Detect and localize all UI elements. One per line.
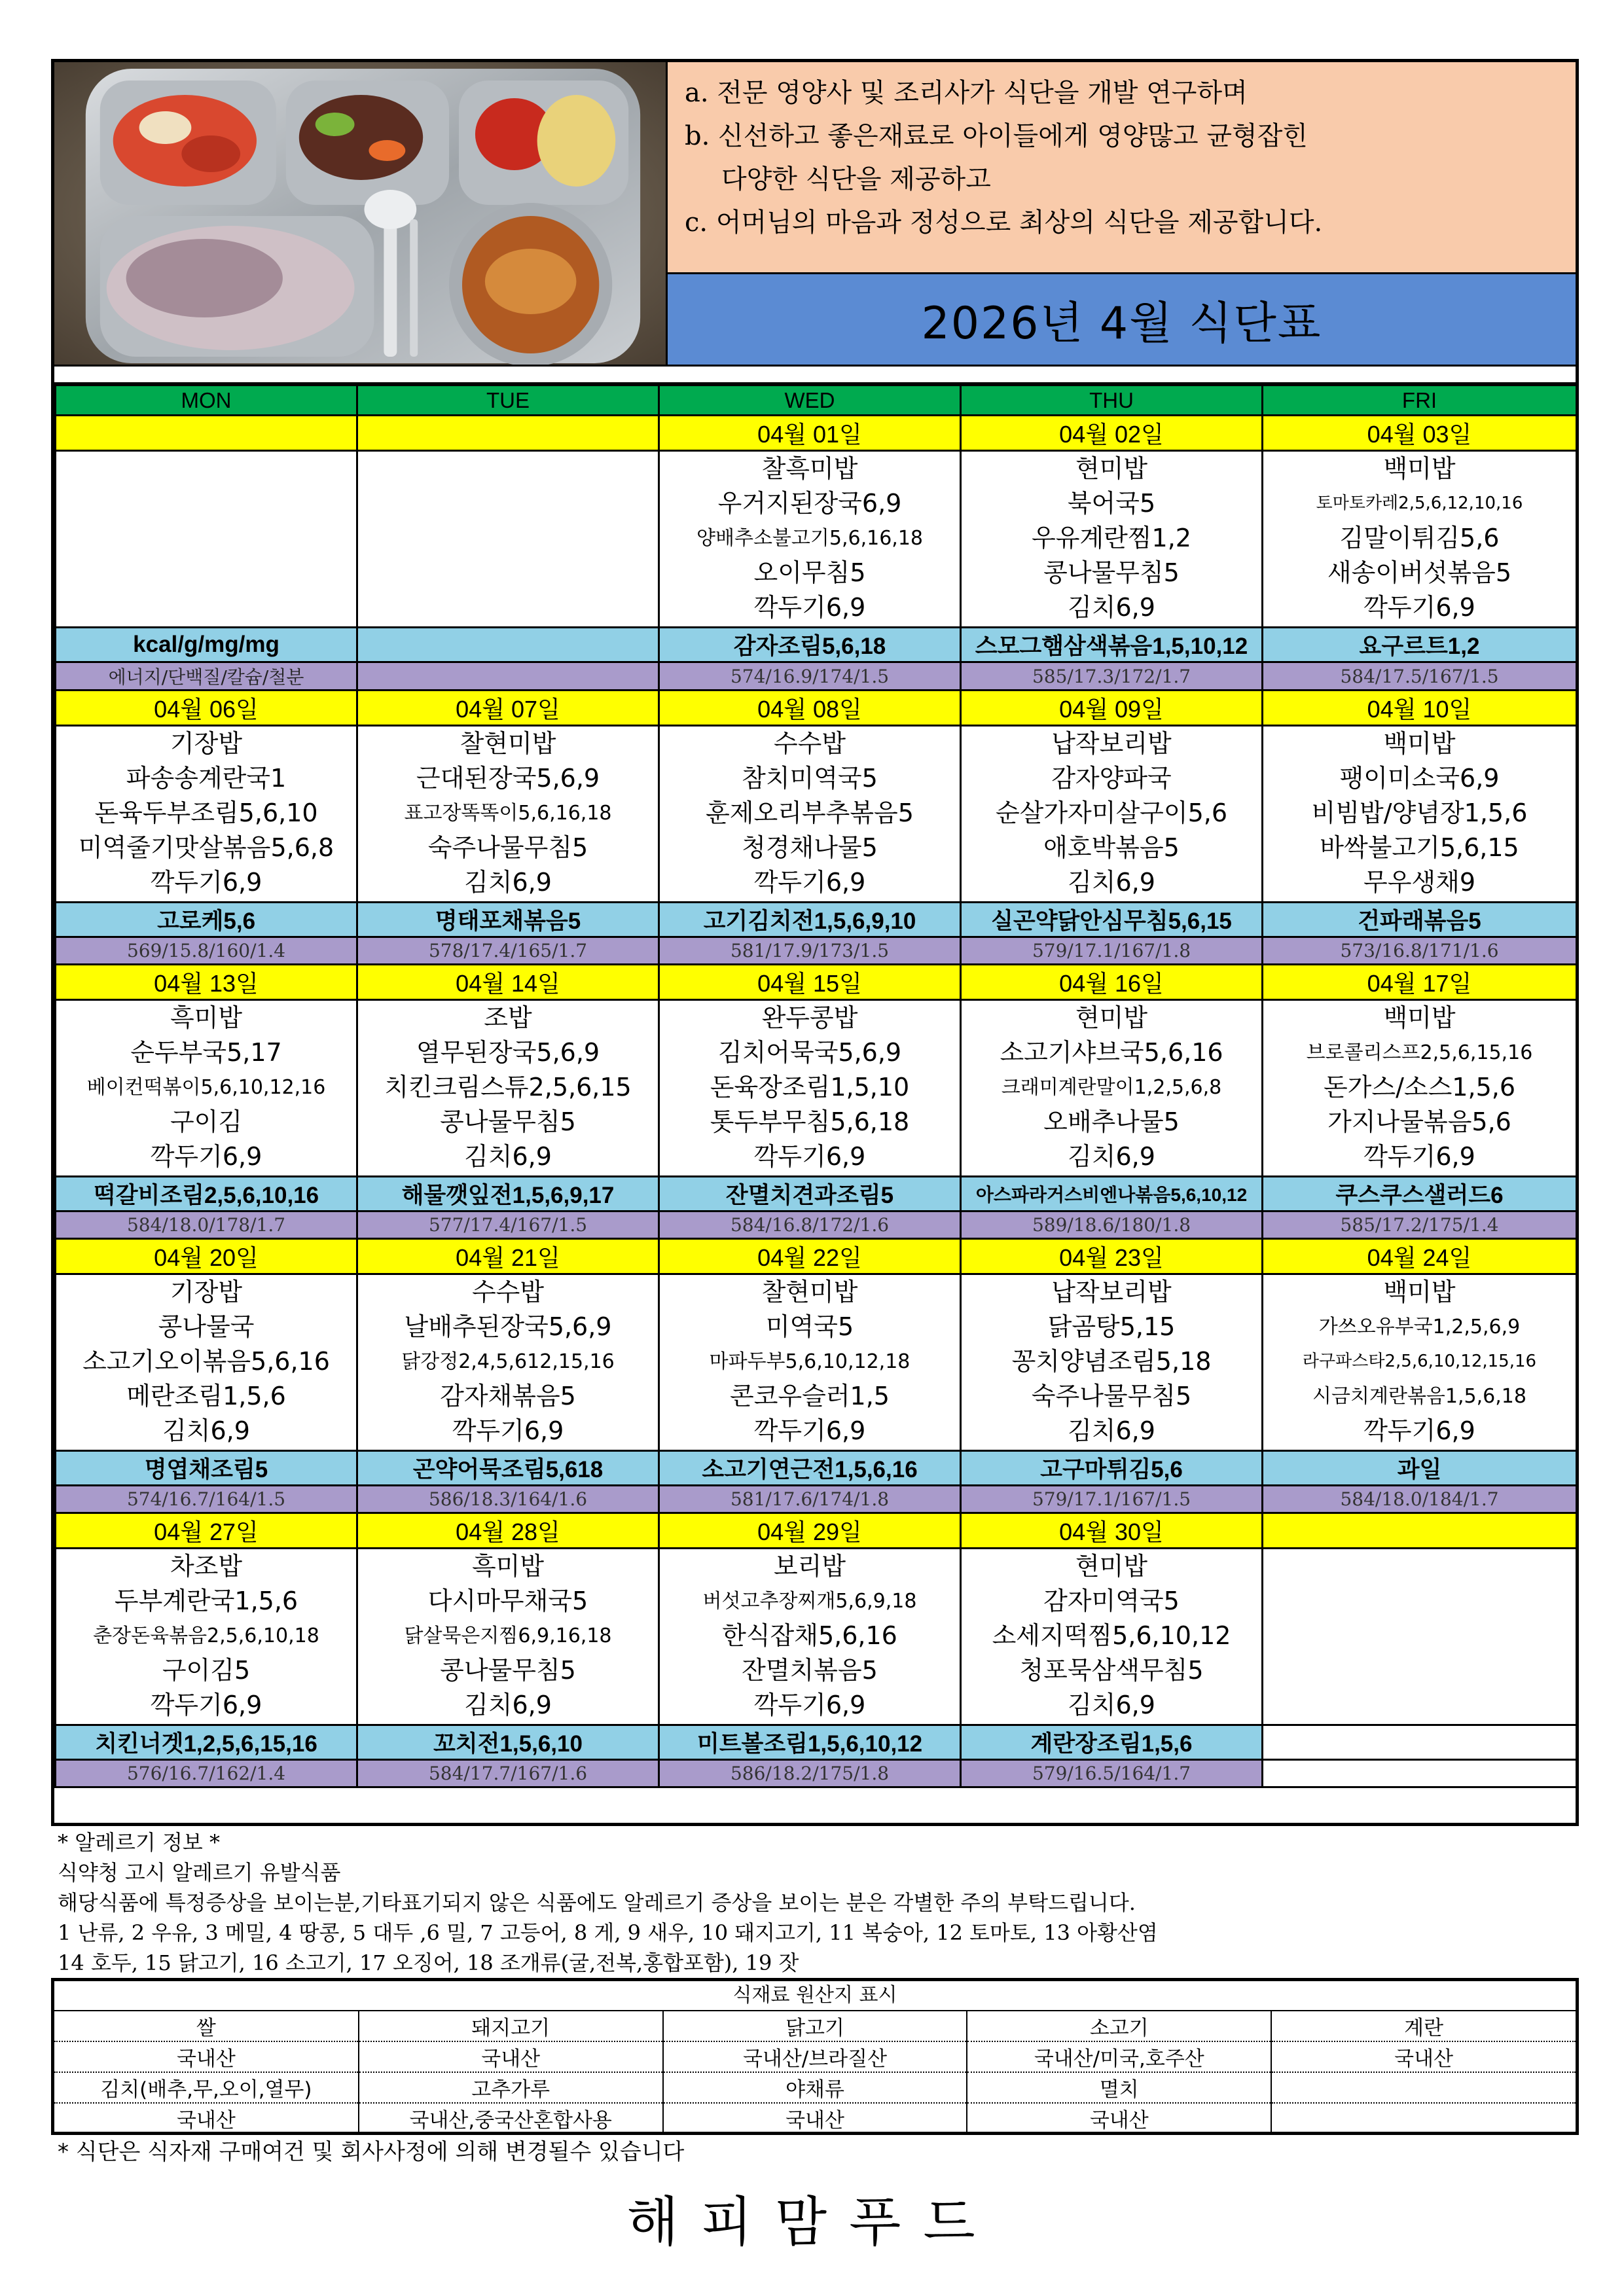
menu-item: 김치6,9 <box>162 1416 250 1445</box>
menu-item: 소고기샤브국5,6,16 <box>1000 1038 1223 1067</box>
menu-table <box>54 384 1578 1788</box>
menu-item: 토마토카레2,5,6,12,10,16 <box>1316 493 1523 513</box>
menu-item: 돈육장조림1,5,10 <box>710 1073 910 1102</box>
origin-cell: 멸치 <box>967 2072 1271 2103</box>
menu-item: 미역줄기맛살볶음5,6,8 <box>78 833 334 862</box>
menu-item: 숙주나물무침5 <box>1031 1382 1192 1410</box>
side-dish-cell: 요구르트1,2 <box>1263 628 1577 662</box>
origin-title: 식재료 원산지 표시 <box>54 1981 1576 2011</box>
side-dish-cell: 실곤약닭안심무침5,6,15 <box>961 903 1263 937</box>
date-cell: 04월 02일 <box>961 416 1263 451</box>
menu-item: 콩나물국 <box>158 1312 255 1341</box>
nutrition-cell: 586/18.2/175/1.8 <box>659 1760 961 1787</box>
date-row <box>56 691 1577 726</box>
nutrition-cell: 584/17.7/167/1.6 <box>357 1760 659 1787</box>
meal-cell <box>56 726 357 903</box>
menu-item: 깍두기6,9 <box>753 1691 866 1719</box>
meal-cell <box>659 1274 961 1451</box>
side-dish-cell: 건파래볶음5 <box>1263 903 1577 937</box>
weekday-thu: THU <box>961 386 1263 416</box>
date-row <box>56 965 1577 1000</box>
menu-item: 잔멸치볶음5 <box>742 1656 878 1685</box>
origin-cell: 야채류 <box>663 2072 967 2103</box>
nutrition-cell: 576/16.7/162/1.4 <box>56 1760 357 1787</box>
menu-item: 비빔밥/양념장1,5,6 <box>1311 798 1528 827</box>
date-cell: 04월 15일 <box>659 965 961 1000</box>
menu-item: 메란조림1,5,6 <box>126 1382 286 1410</box>
origin-row <box>54 2041 1576 2072</box>
origin-cell: 국내산/미국,호주산 <box>967 2041 1271 2072</box>
nutrition-cell: 581/17.6/174/1.8 <box>659 1486 961 1513</box>
meal-cell <box>357 1274 659 1451</box>
menu-item: 북어국5 <box>1067 489 1156 518</box>
date-cell <box>56 416 357 451</box>
menu-item: 가지나물볶음5,6 <box>1327 1107 1511 1136</box>
meal-cell <box>659 451 961 628</box>
origin-cell: 고추가루 <box>359 2072 663 2103</box>
date-cell: 04월 23일 <box>961 1239 1263 1274</box>
menu-item: 구이김5 <box>162 1656 251 1685</box>
origin-cell: 국내산 <box>663 2103 967 2133</box>
nutrition-row <box>56 937 1577 965</box>
menu-item: 양배추소불고기5,6,16,18 <box>696 527 923 550</box>
menu-item: 김치6,9 <box>464 1142 552 1171</box>
date-cell: 04월 03일 <box>1263 416 1577 451</box>
menu-item: 톳두부무침5,6,18 <box>710 1107 910 1136</box>
menu-item: 완두콩밥 <box>761 1003 858 1032</box>
menu-item: 소고기오이볶음5,6,16 <box>82 1347 330 1376</box>
menu-item: 우유계란찜1,2 <box>1032 524 1191 552</box>
date-cell: 04월 16일 <box>961 965 1263 1000</box>
side-dish-cell: 잔멸치견과조림5 <box>659 1177 961 1211</box>
origin-cell: 김치(배추,무,오이,열무) <box>54 2072 359 2103</box>
menu-item: 베이컨떡볶이5,6,10,12,16 <box>86 1076 326 1099</box>
menu-item: 꽁치양념조림5,18 <box>1011 1347 1212 1376</box>
menu-item: 오이무침5 <box>753 558 866 587</box>
menu-item: 차조밥 <box>170 1552 243 1581</box>
nutrition-cell: 585/17.3/172/1.7 <box>961 662 1263 691</box>
menu-item: 흑미밥 <box>471 1552 545 1581</box>
menu-item: 무우생채9 <box>1363 868 1475 897</box>
nutrition-row <box>56 1211 1577 1239</box>
menu-item: 돈육두부조림5,6,10 <box>94 798 318 827</box>
menu-item: 마파두부5,6,10,12,18 <box>709 1350 911 1373</box>
menu-item: 김치어묵국5,6,9 <box>717 1038 902 1067</box>
menu-item: 콩나물무침5 <box>440 1107 576 1136</box>
date-cell <box>357 416 659 451</box>
menu-item: 닭살묵은지찜6,9,16,18 <box>404 1624 612 1647</box>
side-dish-cell: 해물깻잎전1,5,6,9,17 <box>357 1177 659 1211</box>
date-row <box>56 1239 1577 1274</box>
menu-sheet <box>51 59 1579 1826</box>
meal-cell <box>357 451 659 628</box>
menu-item: 조밥 <box>484 1003 532 1032</box>
menu-item: 청경채나물5 <box>742 833 878 862</box>
menu-item: 백미밥 <box>1383 1003 1456 1032</box>
date-cell: 04월 22일 <box>659 1239 961 1274</box>
menu-item: 백미밥 <box>1383 454 1456 483</box>
side-dish-cell: 떡갈비조림2,5,6,10,16 <box>56 1177 357 1211</box>
nutrition-cell: 574/16.9/174/1.5 <box>659 662 961 691</box>
weekday-header-row <box>56 386 1577 416</box>
side-dish-row <box>56 628 1577 662</box>
menu-item: 애호박볶음5 <box>1043 833 1180 862</box>
menu-item: 흑미밥 <box>170 1003 243 1032</box>
date-cell: 04월 17일 <box>1263 965 1577 1000</box>
nutrition-cell: 584/18.0/178/1.7 <box>56 1211 357 1239</box>
meal-row <box>56 726 1577 903</box>
side-dish-cell: 명엽채조림5 <box>56 1451 357 1486</box>
menu-item: 닭곰탕5,15 <box>1047 1312 1176 1341</box>
origin-row <box>54 2011 1576 2041</box>
side-dish-row <box>56 1177 1577 1211</box>
menu-item: 크래미계란말이1,2,5,6,8 <box>1001 1076 1222 1099</box>
side-dish-cell: 치킨너겟1,2,5,6,15,16 <box>56 1725 357 1760</box>
intro-line-a: a. 전문 영양사 및 조리사가 식단을 개발 연구하며 <box>685 78 1248 108</box>
allergy-info <box>58 1827 1563 1978</box>
allergy-line-1: 식약청 고시 알레르기 유발식품 <box>58 1860 341 1885</box>
menu-item: 참치미역국5 <box>742 764 878 793</box>
menu-item: 두부계란국1,5,6 <box>114 1587 298 1615</box>
menu-item: 백미밥 <box>1383 729 1456 758</box>
menu-item: 구이김 <box>170 1107 243 1136</box>
side-dish-cell: 계란장조림1,5,6 <box>961 1725 1263 1760</box>
company-name: 해피맘푸드 <box>626 2191 998 2253</box>
weekday-wed: WED <box>659 386 961 416</box>
nutrition-cell: 569/15.8/160/1.4 <box>56 937 357 965</box>
side-dish-cell: 명태포채볶음5 <box>357 903 659 937</box>
food-tray-photo <box>54 62 668 365</box>
menu-item: 현미밥 <box>1075 1003 1148 1032</box>
date-cell: 04월 01일 <box>659 416 961 451</box>
date-cell <box>1263 1513 1577 1549</box>
menu-item: 브로콜리스프2,5,6,15,16 <box>1306 1041 1533 1064</box>
date-cell: 04월 27일 <box>56 1513 357 1549</box>
menu-item: 닭강정2,4,5,612,15,16 <box>401 1350 615 1373</box>
menu-item: 수수밥 <box>773 729 846 758</box>
menu-item: 감자채볶음5 <box>440 1382 576 1410</box>
side-dish-cell: 스모그햄삼색볶음1,5,10,12 <box>961 628 1263 662</box>
side-dish-row <box>56 1725 1577 1760</box>
meal-cell <box>357 1549 659 1725</box>
origin-cell: 돼지고기 <box>359 2011 663 2041</box>
nutrition-units-label: kcal/g/mg/mg <box>56 628 357 662</box>
page-title: 2026년 4월 식단표 <box>921 297 1322 350</box>
nutrition-row <box>56 1760 1577 1787</box>
meal-cell <box>961 1549 1263 1725</box>
nutrition-cell: 579/17.1/167/1.8 <box>961 937 1263 965</box>
menu-item: 백미밥 <box>1383 1278 1456 1306</box>
intro-line-b2: 다양한 식단을 제공하고 <box>721 164 991 194</box>
origin-table <box>51 1978 1579 2135</box>
intro-line-b1: b. 신선하고 좋은재료로 아이들에게 영양많고 균형잡힌 <box>685 121 1308 151</box>
allergy-line-2: 해당식품에 특정증상을 보이는분,기타표기되지 않은 식품에도 알레르기 증상을 보이는 분은 각별한 주의 부탁드립니다. <box>58 1890 1136 1915</box>
side-dish-cell: 아스파라거스비엔나볶음5,6,10,12 <box>961 1177 1263 1211</box>
meal-cell <box>1263 451 1577 628</box>
menu-item: 춘장돈육볶음2,5,6,10,18 <box>93 1624 319 1647</box>
header <box>54 62 1576 365</box>
nutrition-row <box>56 662 1577 691</box>
meal-cell <box>357 1000 659 1177</box>
menu-item: 시금치계란볶음1,5,6,18 <box>1312 1385 1526 1408</box>
menu-item: 청포묵삼색무침5 <box>1019 1656 1204 1685</box>
meal-cell <box>1263 1274 1577 1451</box>
nutrition-row <box>56 1486 1577 1513</box>
origin-cell <box>1271 2072 1576 2103</box>
side-dish-row <box>56 903 1577 937</box>
meal-cell <box>56 1274 357 1451</box>
menu-item: 깍두기6,9 <box>1363 1416 1475 1445</box>
meal-cell <box>961 1274 1263 1451</box>
header-divider <box>54 365 1576 384</box>
nutrition-cell: 589/18.6/180/1.8 <box>961 1211 1263 1239</box>
date-cell: 04월 29일 <box>659 1513 961 1549</box>
menu-item: 미역국5 <box>765 1312 854 1341</box>
origin-cell: 소고기 <box>967 2011 1271 2041</box>
origin-cell: 국내산/브라질산 <box>663 2041 967 2072</box>
menu-item: 오배추나물5 <box>1043 1107 1180 1136</box>
menu-item: 순살가자미살구이5,6 <box>995 798 1228 827</box>
menu-item: 깍두기6,9 <box>753 1416 866 1445</box>
side-dish-cell: 곤약어묵조림5,618 <box>357 1451 659 1486</box>
menu-item: 돈가스/소스1,5,6 <box>1323 1073 1516 1102</box>
menu-item: 우거지된장국6,9 <box>717 489 902 518</box>
meal-cell <box>1263 1000 1577 1177</box>
meal-cell <box>659 1549 961 1725</box>
date-cell: 04월 30일 <box>961 1513 1263 1549</box>
menu-item: 버섯고추장찌개5,6,9,18 <box>702 1590 917 1613</box>
meal-row <box>56 1549 1577 1725</box>
origin-cell: 국내산 <box>967 2103 1271 2133</box>
intro-line-c: c. 어머님의 마음과 정성으로 최상의 식단을 제공합니다. <box>685 207 1323 238</box>
origin-row <box>54 2103 1576 2133</box>
meal-row <box>56 1000 1577 1177</box>
meal-cell <box>56 1000 357 1177</box>
weekday-mon: MON <box>56 386 357 416</box>
date-row <box>56 1513 1577 1549</box>
menu-item: 순두부국5,17 <box>130 1038 282 1067</box>
meal-row <box>56 1274 1577 1451</box>
menu-item: 콩나물무침5 <box>1043 558 1180 587</box>
menu-item: 라구파스타2,5,6,10,12,15,16 <box>1302 1352 1537 1371</box>
menu-item: 치킨크림스튜2,5,6,15 <box>384 1073 632 1102</box>
nutrition-cell: 578/17.4/165/1.7 <box>357 937 659 965</box>
menu-item: 근대된장국5,6,9 <box>416 764 600 793</box>
menu-item: 깍두기6,9 <box>150 868 262 897</box>
date-cell: 04월 06일 <box>56 691 357 726</box>
date-row <box>56 416 1577 451</box>
menu-item: 깍두기6,9 <box>452 1416 564 1445</box>
meal-cell <box>961 451 1263 628</box>
nutrition-cell: 577/17.4/167/1.5 <box>357 1211 659 1239</box>
nutrition-cell: 585/17.2/175/1.4 <box>1263 1211 1577 1239</box>
menu-item: 훈제오리부추볶음5 <box>706 798 914 827</box>
menu-item: 김치6,9 <box>1068 593 1155 622</box>
nutrition-cell <box>357 662 659 691</box>
intro-text <box>668 62 1576 274</box>
menu-item: 보리밥 <box>773 1552 846 1581</box>
menu-item: 김말이튀김5,6 <box>1339 524 1500 552</box>
menu-item: 가쓰오유부국1,2,5,6,9 <box>1318 1316 1521 1338</box>
origin-cell: 국내산 <box>54 2041 359 2072</box>
allergy-line-4: 14 호두, 15 닭고기, 16 소고기, 17 오징어, 18 조개류(굴,전복,홍합포함), 19 잣 <box>58 1950 799 1975</box>
menu-item: 현미밥 <box>1075 454 1148 483</box>
menu-item: 기장밥 <box>170 729 243 758</box>
menu-item: 찰현미밥 <box>761 1278 858 1306</box>
origin-cell: 국내산 <box>176 2109 236 2132</box>
menu-item: 김치6,9 <box>1068 1416 1155 1445</box>
side-dish-cell: 과일 <box>1263 1451 1577 1486</box>
side-dish-cell: 꼬치전1,5,6,10 <box>357 1725 659 1760</box>
menu-item: 납작보리밥 <box>1051 1278 1172 1306</box>
meal-cell <box>659 726 961 903</box>
date-cell: 04월 07일 <box>357 691 659 726</box>
menu-item: 감자미역국5 <box>1043 1587 1180 1615</box>
title-band <box>668 274 1576 365</box>
allergy-line-3: 1 난류, 2 우유, 3 메밀, 4 땅콩, 5 대두 ,6 밀, 7 고등어, 8 게, 9 새우, 10 돼지고기, 11 복숭아, 12 토마토, 13 아황산염 <box>58 1920 1158 1945</box>
date-cell: 04월 24일 <box>1263 1239 1577 1274</box>
origin-cell: 계란 <box>1271 2011 1576 2041</box>
menu-item: 납작보리밥 <box>1051 729 1172 758</box>
nutrition-cell: 584/17.5/167/1.5 <box>1263 662 1577 691</box>
nutrition-cell: 579/17.1/167/1.5 <box>961 1486 1263 1513</box>
side-dish-cell: 고로케5,6 <box>56 903 357 937</box>
menu-item: 다시마무채국5 <box>427 1587 588 1615</box>
origin-row <box>54 2072 1576 2103</box>
meal-cell <box>56 451 357 628</box>
nutrition-cell: 586/18.3/164/1.6 <box>357 1486 659 1513</box>
date-cell: 04월 10일 <box>1263 691 1577 726</box>
meal-cell <box>357 726 659 903</box>
meal-cell <box>961 726 1263 903</box>
side-dish-cell: 미트볼조림1,5,6,10,12 <box>659 1725 961 1760</box>
date-cell: 04월 28일 <box>357 1513 659 1549</box>
menu-item: 깍두기6,9 <box>753 1142 866 1171</box>
menu-item: 수수밥 <box>471 1278 545 1306</box>
meal-cell <box>659 1000 961 1177</box>
meal-cell <box>56 1549 357 1725</box>
date-cell: 04월 21일 <box>357 1239 659 1274</box>
menu-item: 콘코우슬러1,5 <box>730 1382 890 1410</box>
meal-cell <box>1263 1549 1577 1725</box>
date-cell: 04월 08일 <box>659 691 961 726</box>
nutrition-cell: 574/16.7/164/1.5 <box>56 1486 357 1513</box>
menu-item: 기장밥 <box>170 1278 243 1306</box>
weekday-fri: FRI <box>1263 386 1577 416</box>
origin-cell: 쌀 <box>54 2011 359 2041</box>
side-dish-cell: 쿠스쿠스샐러드6 <box>1263 1177 1577 1211</box>
menu-item: 콩나물무침5 <box>440 1656 576 1685</box>
menu-item: 김치6,9 <box>464 868 552 897</box>
side-dish-cell: 소고기연근전1,5,6,16 <box>659 1451 961 1486</box>
menu-item: 날배추된장국5,6,9 <box>404 1312 612 1341</box>
menu-item: 열무된장국5,6,9 <box>416 1038 600 1067</box>
menu-item: 소세지떡찜5,6,10,12 <box>992 1621 1231 1650</box>
allergy-heading: * 알레르기 정보 * <box>58 1830 220 1855</box>
date-cell: 04월 20일 <box>56 1239 357 1274</box>
side-dish-cell: 감자조림5,6,18 <box>659 628 961 662</box>
menu-item: 김치6,9 <box>1068 1142 1155 1171</box>
menu-item: 깍두기6,9 <box>150 1142 262 1171</box>
menu-item: 찰흑미밥 <box>761 454 858 483</box>
menu-item: 김치6,9 <box>464 1691 552 1719</box>
menu-item: 현미밥 <box>1075 1552 1148 1581</box>
meal-cell <box>1263 726 1577 903</box>
food-tray-illustration <box>54 62 666 365</box>
origin-cell: 닭고기 <box>663 2011 967 2041</box>
date-cell: 04월 13일 <box>56 965 357 1000</box>
nutrition-cell: 584/16.8/172/1.6 <box>659 1211 961 1239</box>
side-dish-cell <box>357 628 659 662</box>
menu-item: 감자양파국 <box>1051 764 1172 793</box>
origin-grid <box>54 2011 1576 2133</box>
menu-item: 깍두기6,9 <box>753 868 866 897</box>
menu-item: 깍두기6,9 <box>753 593 866 622</box>
menu-item: 표고장똑똑이5,6,16,18 <box>404 802 612 825</box>
nutrition-cell: 581/17.9/173/1.5 <box>659 937 961 965</box>
menu-item: 찰현미밥 <box>460 729 556 758</box>
menu-item: 한식잡채5,6,16 <box>722 1621 897 1650</box>
origin-cell: 국내산 <box>1271 2041 1576 2072</box>
menu-item: 팽이미소국6,9 <box>1339 764 1500 793</box>
menu-item: 파송송계란국1 <box>126 764 287 793</box>
nutrition-cell <box>1263 1760 1577 1787</box>
menu-item: 김치6,9 <box>1068 868 1155 897</box>
menu-item: 깍두기6,9 <box>1363 593 1475 622</box>
side-dish-cell: 고구마튀김5,6 <box>961 1451 1263 1486</box>
nutrition-cell: 584/18.0/184/1.7 <box>1263 1486 1577 1513</box>
menu-item: 숙주나물무침5 <box>427 833 588 862</box>
menu-item: 김치6,9 <box>1068 1691 1155 1719</box>
origin-cell: 국내산 <box>359 2041 663 2072</box>
nutrition-cell: 579/16.5/164/1.7 <box>961 1760 1263 1787</box>
menu-item: 바싹불고기5,6,15 <box>1320 833 1519 862</box>
weekday-tue: TUE <box>357 386 659 416</box>
date-cell: 04월 09일 <box>961 691 1263 726</box>
origin-cell: 국내산,중국산혼합사용 <box>359 2103 663 2133</box>
origin-cell <box>1271 2103 1576 2133</box>
nutrition-label: 에너지/단백질/칼슘/철분 <box>56 662 357 691</box>
menu-item: 깍두기6,9 <box>150 1691 262 1719</box>
change-notice: * 식단은 식자재 구매여건 및 회사사정에 의해 변경될수 있습니다 <box>58 2139 685 2165</box>
menu-item: 새송이버섯볶음5 <box>1327 558 1512 587</box>
nutrition-cell: 573/16.8/171/1.6 <box>1263 937 1577 965</box>
meal-cell <box>961 1000 1263 1177</box>
side-dish-row <box>56 1451 1577 1486</box>
menu-item: 깍두기6,9 <box>1363 1142 1475 1171</box>
side-dish-cell <box>1263 1725 1577 1760</box>
side-dish-cell: 고기김치전1,5,6,9,10 <box>659 903 961 937</box>
date-cell: 04월 14일 <box>357 965 659 1000</box>
meal-row <box>56 451 1577 628</box>
